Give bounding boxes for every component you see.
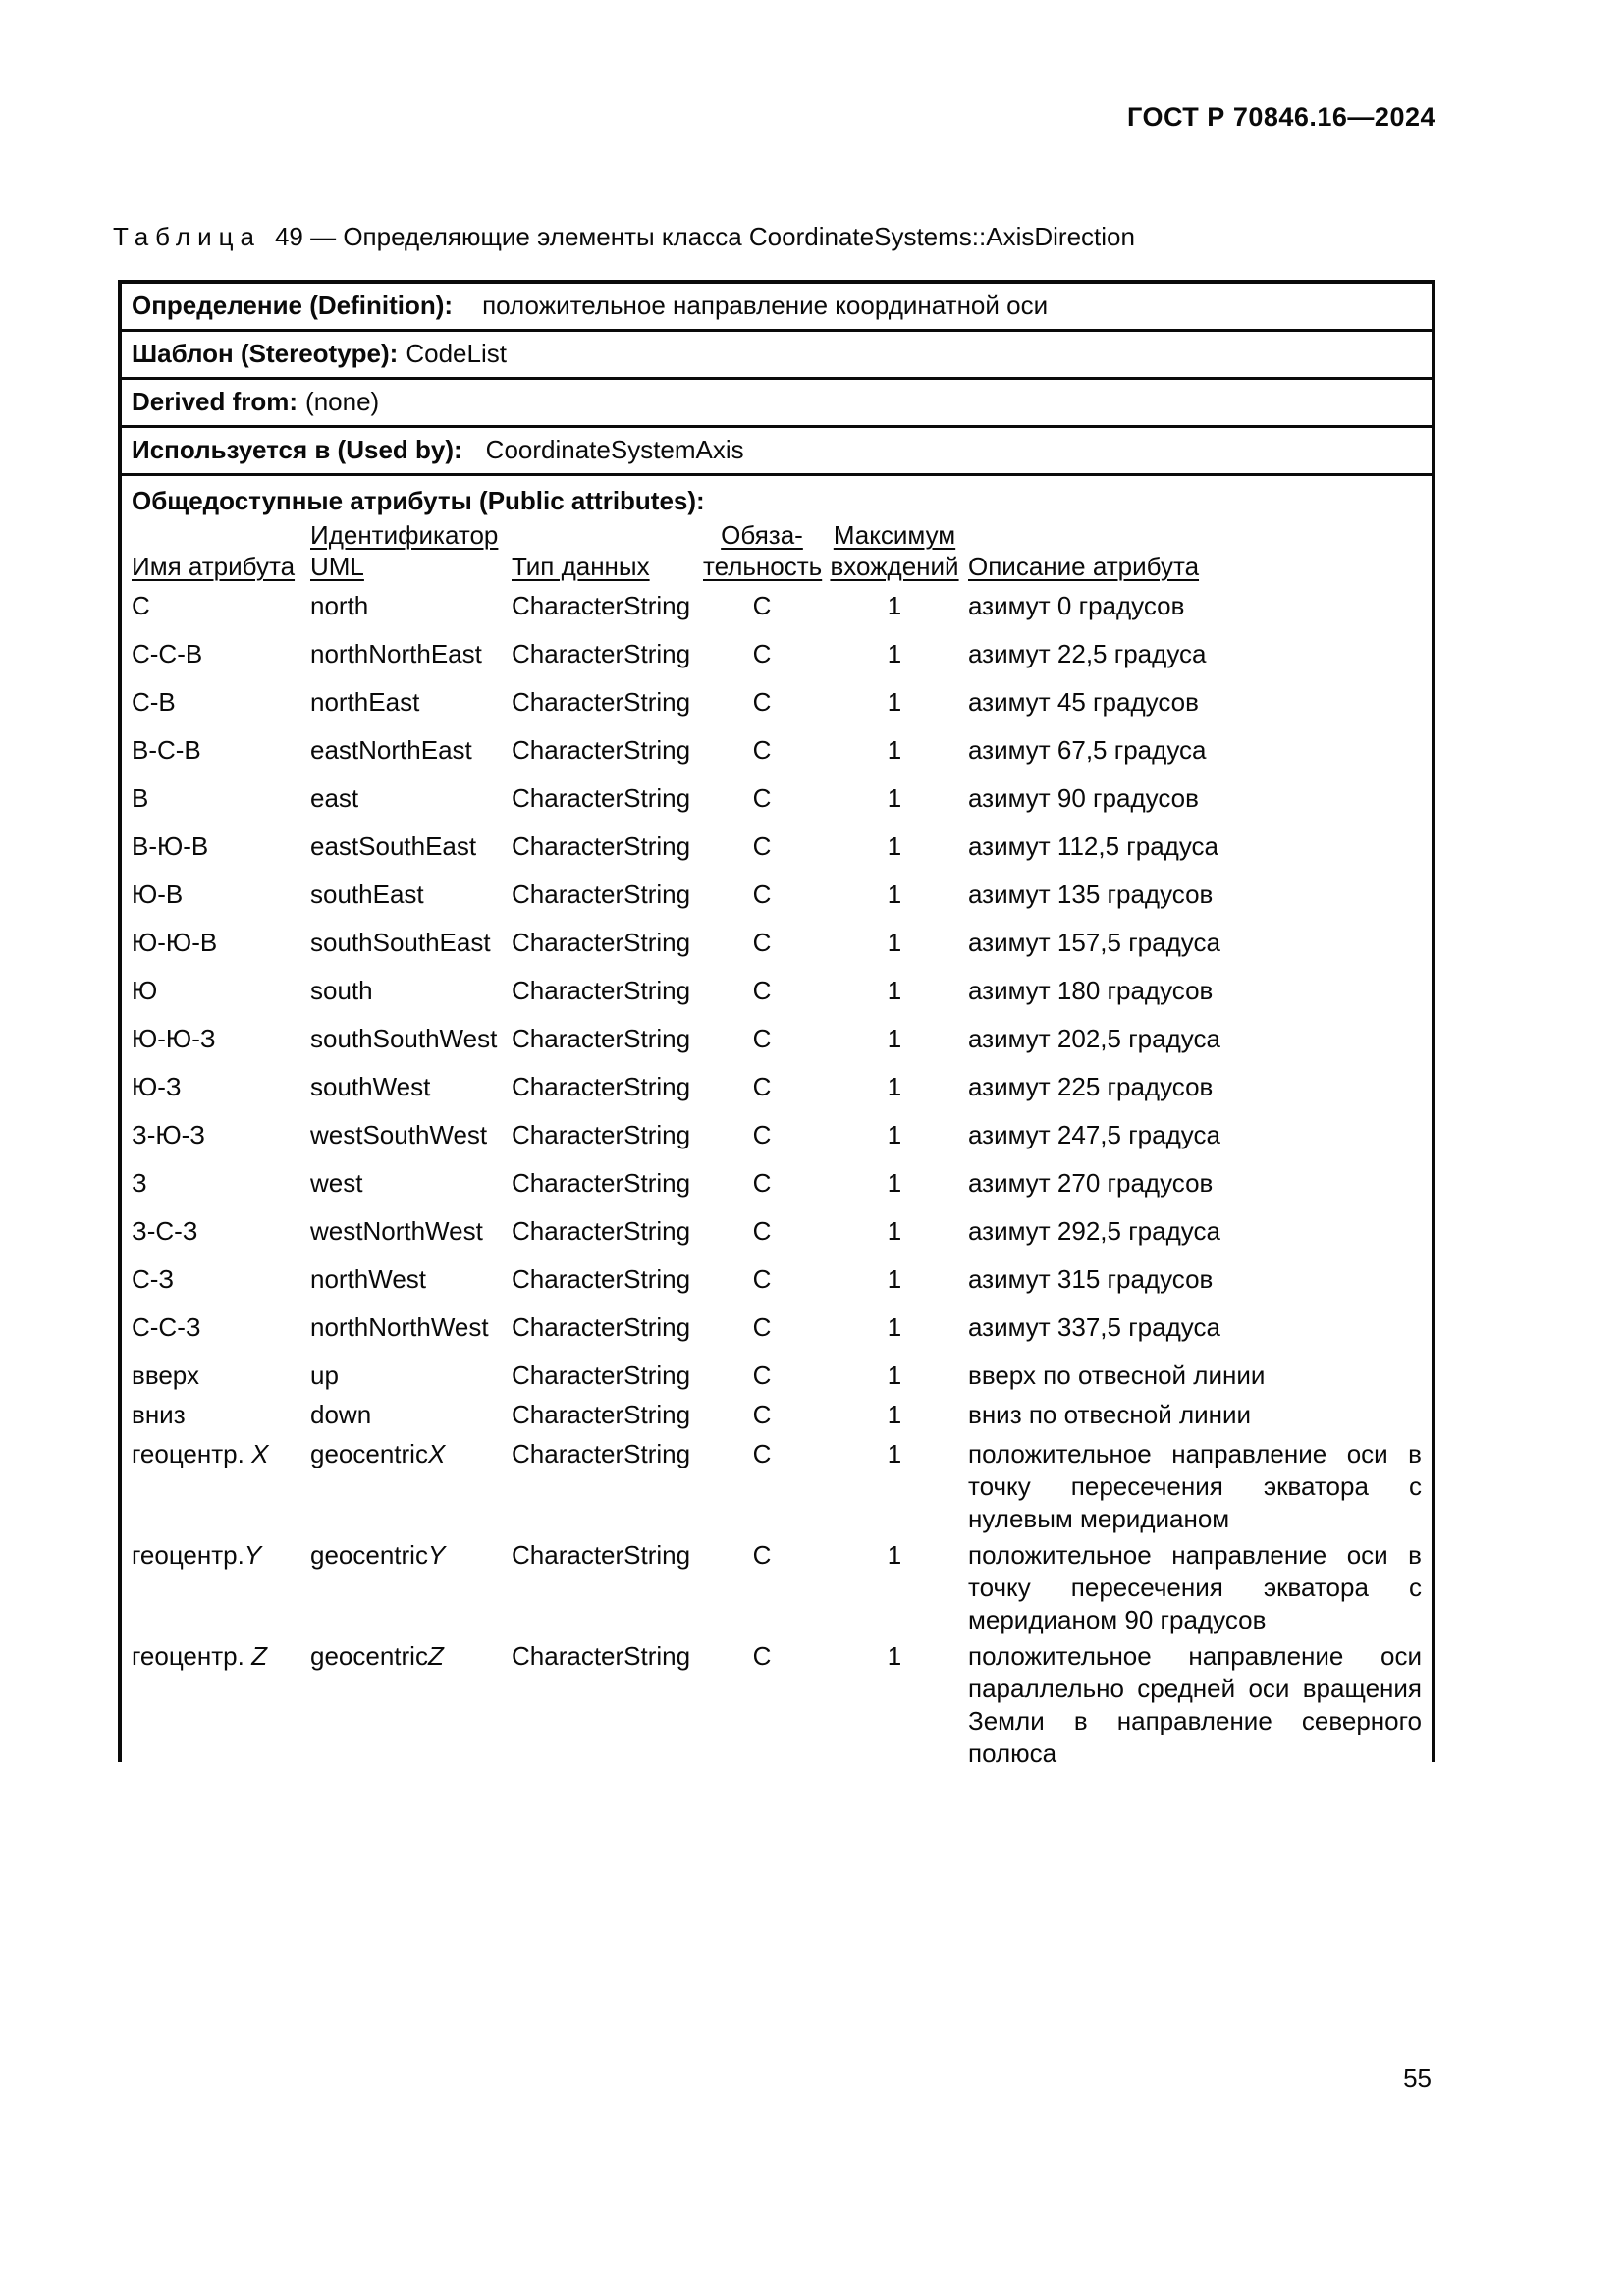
attr-type-cell: CharacterString — [512, 976, 691, 1005]
attribute-row — [132, 830, 1422, 862]
attr-name-cell: В-С-В — [132, 735, 201, 765]
stereotype-label: Шаблон (Stereotype): — [132, 339, 399, 368]
attr-uml-id-cell: south — [310, 976, 373, 1005]
attr-description-cell: азимут 337,5 градуса — [968, 1312, 1220, 1342]
attr-name-cell: Ю-З — [132, 1072, 182, 1101]
attr-uml-id-cell: up — [310, 1361, 339, 1390]
attr-name-cell: Ю-Ю-З — [132, 1024, 216, 1053]
attribute-row — [132, 975, 1422, 1006]
attr-type-cell: CharacterString — [512, 1641, 691, 1671]
attr-type-cell: CharacterString — [512, 1400, 691, 1429]
attr-type-cell: CharacterString — [512, 1540, 691, 1570]
derived-from-label: Derived from: — [132, 387, 298, 416]
stereotype-row — [122, 332, 1432, 380]
attr-uml-id-cell: westSouthWest — [310, 1120, 488, 1149]
attr-type-cell: CharacterString — [512, 928, 691, 957]
definition-label: Определение (Definition): — [132, 291, 454, 320]
definition-table — [118, 280, 1435, 1768]
table-caption-word: Таблица — [113, 222, 261, 251]
attr-uml-id-cell: west — [310, 1168, 363, 1198]
attr-obligation-cell: С — [752, 1168, 772, 1198]
column-header-max-occurs: Максимум вхождений — [830, 520, 959, 581]
attr-description-cell: азимут 202,5 градуса — [968, 1024, 1220, 1053]
attr-max-occurs-cell: 1 — [887, 1540, 902, 1570]
attr-description-cell: положительное направление оси в точку пересечения экватора с нулевым меридианом — [968, 1439, 1422, 1533]
attr-description-cell: вниз по отвесной линии — [968, 1400, 1252, 1429]
attr-obligation-cell: С — [752, 591, 772, 620]
attr-description-cell: азимут 90 градусов — [968, 783, 1199, 813]
attr-obligation-cell: С — [752, 783, 772, 813]
attribute-row — [132, 1023, 1422, 1054]
attr-type-cell: CharacterString — [512, 735, 691, 765]
attr-uml-id-cell: southEast — [310, 880, 424, 909]
column-header-name: Имя атрибута — [132, 552, 296, 581]
page-number: 55 — [1403, 2063, 1432, 2093]
column-header-uml: Идентификатор UML — [310, 520, 499, 581]
attr-type-cell: CharacterString — [512, 1120, 691, 1149]
attr-obligation-cell: С — [752, 1439, 772, 1468]
attribute-row — [132, 1167, 1422, 1199]
attr-type-cell: CharacterString — [512, 591, 691, 620]
attr-uml-id-cell: geocentricY — [310, 1540, 446, 1570]
attr-uml-id-cell: eastSouthEast — [310, 831, 477, 861]
attr-obligation-cell: С — [752, 1072, 772, 1101]
attr-name-cell: геоцентр.Y — [132, 1540, 262, 1570]
attr-name-cell: Ю — [132, 976, 158, 1005]
attr-description-cell: азимут 0 градусов — [968, 591, 1185, 620]
attr-max-occurs-cell: 1 — [887, 1312, 902, 1342]
attr-obligation-cell: С — [752, 1540, 772, 1570]
attr-obligation-cell: С — [752, 880, 772, 909]
attribute-row — [132, 590, 1422, 621]
attr-obligation-cell: С — [752, 976, 772, 1005]
attr-uml-id-cell: northEast — [310, 687, 420, 717]
attribute-row — [132, 879, 1422, 910]
attribute-row — [132, 686, 1422, 718]
definition-row — [122, 284, 1432, 332]
attr-obligation-cell: С — [752, 1216, 772, 1246]
attr-max-occurs-cell: 1 — [887, 1439, 902, 1468]
used-by-value: CoordinateSystemAxis — [485, 435, 744, 464]
attr-type-cell: CharacterString — [512, 1312, 691, 1342]
attr-max-occurs-cell: 1 — [887, 1216, 902, 1246]
attr-uml-id-cell: southSouthEast — [310, 928, 491, 957]
attr-type-cell: CharacterString — [512, 831, 691, 861]
column-header-description: Описание атрибута — [968, 552, 1200, 581]
attribute-row — [132, 1399, 1422, 1430]
attr-max-occurs-cell: 1 — [887, 1024, 902, 1053]
attributes-section — [122, 476, 1432, 1770]
attr-name-cell: вниз — [132, 1400, 186, 1429]
attr-obligation-cell: С — [752, 1400, 772, 1429]
attr-uml-id-cell: southWest — [310, 1072, 431, 1101]
attr-uml-id-cell: northNorthWest — [310, 1312, 489, 1342]
attr-type-cell: CharacterString — [512, 1216, 691, 1246]
attr-name-cell: В-Ю-В — [132, 831, 209, 861]
attr-obligation-cell: С — [752, 1120, 772, 1149]
column-header-type: Тип данных — [512, 552, 650, 581]
attr-obligation-cell: С — [752, 831, 772, 861]
attr-obligation-cell: С — [752, 639, 772, 668]
attr-max-occurs-cell: 1 — [887, 1361, 902, 1390]
attr-name-cell: З-С-З — [132, 1216, 198, 1246]
attr-type-cell: CharacterString — [512, 783, 691, 813]
attr-name-cell: геоцентр. Z — [132, 1641, 267, 1671]
attr-type-cell: CharacterString — [512, 1439, 691, 1468]
attr-name-cell: С-С-В — [132, 639, 203, 668]
attribute-row — [132, 1438, 1422, 1535]
attribute-row — [132, 734, 1422, 766]
attr-description-cell: положительное направление оси в точку пересечения экватора с меридианом 90 градусов — [968, 1540, 1422, 1634]
attr-description-cell: вверх по отвесной линии — [968, 1361, 1266, 1390]
attr-type-cell: CharacterString — [512, 639, 691, 668]
table-caption-text: 49 — Определяющие элементы класса CoordinateSystems::AxisDirection — [274, 222, 1135, 251]
attr-description-cell: азимут 157,5 градуса — [968, 928, 1220, 957]
attr-uml-id-cell: north — [310, 591, 369, 620]
attr-description-cell: азимут 67,5 градуса — [968, 735, 1207, 765]
attr-description-cell: азимут 315 градусов — [968, 1264, 1214, 1294]
attribute-row — [132, 782, 1422, 814]
attribute-row — [132, 1071, 1422, 1102]
attr-max-occurs-cell: 1 — [887, 639, 902, 668]
attr-description-cell: азимут 247,5 градуса — [968, 1120, 1220, 1149]
attr-name-cell: С-В — [132, 687, 176, 717]
attribute-row — [132, 1640, 1422, 1770]
attr-obligation-cell: С — [752, 1264, 772, 1294]
attr-name-cell: З-Ю-З — [132, 1120, 205, 1149]
attr-uml-id-cell: westNorthWest — [310, 1216, 483, 1246]
attr-max-occurs-cell: 1 — [887, 976, 902, 1005]
attr-max-occurs-cell: 1 — [887, 880, 902, 909]
attribute-row — [132, 638, 1422, 669]
attr-type-cell: CharacterString — [512, 1024, 691, 1053]
attribute-rows — [132, 590, 1422, 1770]
attr-description-cell: азимут 180 градусов — [968, 976, 1214, 1005]
derived-from-row — [122, 380, 1432, 428]
attr-obligation-cell: С — [752, 928, 772, 957]
attr-type-cell: CharacterString — [512, 1264, 691, 1294]
attr-obligation-cell: С — [752, 1641, 772, 1671]
attr-name-cell: З — [132, 1168, 147, 1198]
attr-name-cell: С — [132, 591, 150, 620]
attr-obligation-cell: С — [752, 1312, 772, 1342]
attr-max-occurs-cell: 1 — [887, 1168, 902, 1198]
public-attributes-title: Общедоступные атрибуты (Public attributes): — [132, 486, 705, 515]
attr-name-cell: С-С-З — [132, 1312, 201, 1342]
attr-uml-id-cell: down — [310, 1400, 372, 1429]
attribute-row — [132, 1360, 1422, 1391]
attr-uml-id-cell: southSouthWest — [310, 1024, 498, 1053]
attr-uml-id-cell: northNorthEast — [310, 639, 482, 668]
attribute-row — [132, 1311, 1422, 1343]
attribute-row — [132, 1215, 1422, 1247]
attr-name-cell: геоцентр. X — [132, 1439, 269, 1468]
used-by-label: Используется в (Used by): — [132, 435, 462, 464]
attr-max-occurs-cell: 1 — [887, 1400, 902, 1429]
attr-uml-id-cell: eastNorthEast — [310, 735, 472, 765]
definition-value: положительное направление координатной оси — [482, 291, 1049, 320]
attr-max-occurs-cell: 1 — [887, 1264, 902, 1294]
attr-obligation-cell: С — [752, 1024, 772, 1053]
attr-max-occurs-cell: 1 — [887, 783, 902, 813]
column-headers — [132, 519, 1422, 582]
attr-max-occurs-cell: 1 — [887, 1072, 902, 1101]
attr-max-occurs-cell: 1 — [887, 1120, 902, 1149]
attr-max-occurs-cell: 1 — [887, 591, 902, 620]
attr-obligation-cell: С — [752, 687, 772, 717]
attr-max-occurs-cell: 1 — [887, 687, 902, 717]
attr-description-cell: азимут 135 градусов — [968, 880, 1214, 909]
attr-description-cell: азимут 45 градусов — [968, 687, 1199, 717]
attr-description-cell: азимут 292,5 градуса — [968, 1216, 1220, 1246]
attribute-row — [132, 1539, 1422, 1636]
used-by-row — [122, 428, 1432, 476]
attr-description-cell: азимут 270 градусов — [968, 1168, 1214, 1198]
attr-name-cell: Ю-В — [132, 880, 184, 909]
attr-description-cell: азимут 112,5 градуса — [968, 831, 1219, 861]
attribute-row — [132, 1119, 1422, 1150]
attribute-row — [132, 1263, 1422, 1295]
attr-name-cell: С-З — [132, 1264, 175, 1294]
attr-description-cell: азимут 22,5 градуса — [968, 639, 1207, 668]
attr-type-cell: CharacterString — [512, 1361, 691, 1390]
attr-max-occurs-cell: 1 — [887, 831, 902, 861]
attr-description-cell: положительное направление оси параллельно средней оси вращения Земли в направление северного полюса — [968, 1641, 1422, 1768]
attr-obligation-cell: С — [752, 1361, 772, 1390]
attr-type-cell: CharacterString — [512, 687, 691, 717]
table-caption — [113, 222, 1135, 252]
attr-name-cell: вверх — [132, 1361, 199, 1390]
attr-obligation-cell: С — [752, 735, 772, 765]
attr-uml-id-cell: geocentricX — [310, 1439, 446, 1468]
attribute-row — [132, 927, 1422, 958]
attr-type-cell: CharacterString — [512, 880, 691, 909]
page-header: ГОСТ Р 70846.16—2024 — [1127, 102, 1435, 132]
attr-uml-id-cell: northWest — [310, 1264, 427, 1294]
attr-description-cell: азимут 225 градусов — [968, 1072, 1214, 1101]
attr-name-cell: Ю-Ю-В — [132, 928, 218, 957]
attr-max-occurs-cell: 1 — [887, 1641, 902, 1671]
attr-type-cell: CharacterString — [512, 1072, 691, 1101]
attr-max-occurs-cell: 1 — [887, 928, 902, 957]
attr-type-cell: CharacterString — [512, 1168, 691, 1198]
attr-uml-id-cell: geocentricZ — [310, 1641, 444, 1671]
derived-from-value: (none) — [305, 387, 380, 416]
attr-max-occurs-cell: 1 — [887, 735, 902, 765]
stereotype-value: CodeList — [406, 339, 507, 368]
column-header-obligation: Обяза- тельность — [703, 520, 823, 581]
attr-uml-id-cell: east — [310, 783, 359, 813]
attr-name-cell: В — [132, 783, 149, 813]
